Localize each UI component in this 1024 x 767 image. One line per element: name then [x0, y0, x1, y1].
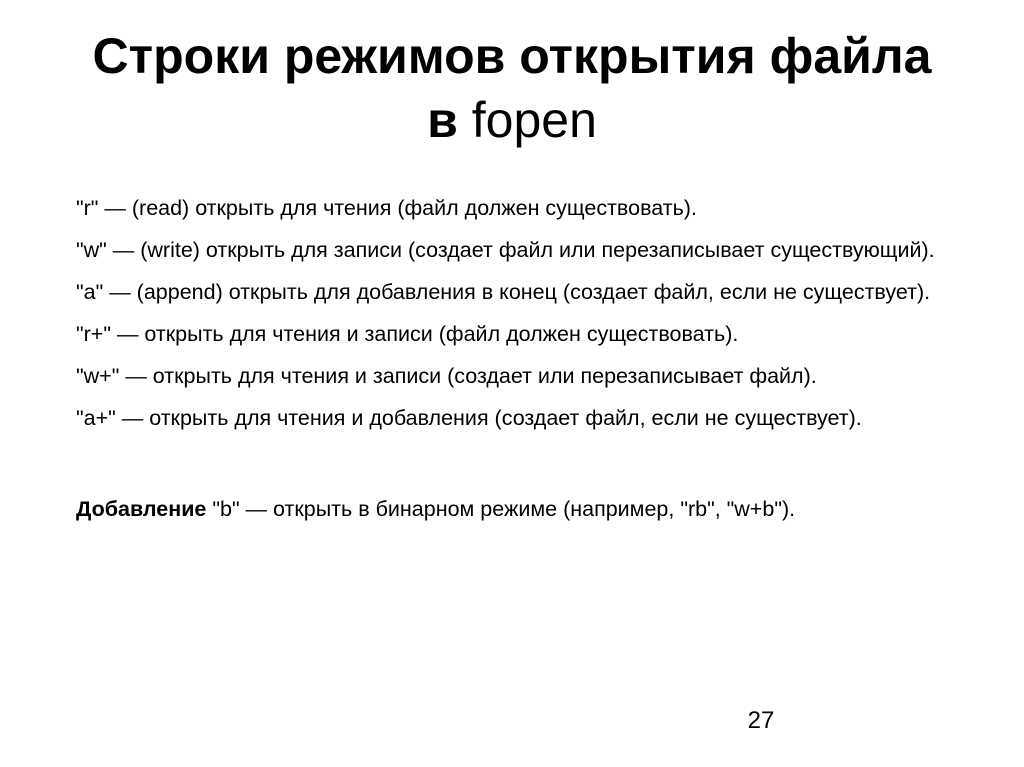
slide-title [0, 24, 1024, 152]
title-line-2-suffix: fopen [471, 92, 597, 148]
mode-item-w: "w" — (write) открыть для записи (создает файл или перезаписывает существующий). [76, 238, 935, 262]
binary-mode-note-label: Добавление [76, 497, 207, 521]
mode-item-a: "a" — (append) открыть для добавления в конец (создает файл, если не существует). [76, 280, 931, 304]
mode-item-r: "r" — (read) открыть для чтения (файл должен существовать). [76, 196, 697, 220]
mode-item-a-plus: "a+" — открыть для чтения и добавления (создает файл, если не существует). [76, 406, 862, 430]
page-number: 27 [747, 707, 775, 734]
binary-mode-note-text: "b" — открыть в бинарном режиме (например, "rb", "w+b"). [206, 497, 796, 521]
title-line-2-prefix: в [427, 92, 458, 148]
mode-item-r-plus: "r+" — открыть для чтения и записи (файл должен существовать). [76, 322, 739, 346]
mode-item-w-plus: "w+" — открыть для чтения и записи (создает или перезаписывает файл). [76, 364, 817, 388]
title-line-1: Строки режимов открытия файла [92, 28, 932, 84]
binary-mode-note [55, 494, 1020, 524]
slide-body [55, 193, 1020, 546]
